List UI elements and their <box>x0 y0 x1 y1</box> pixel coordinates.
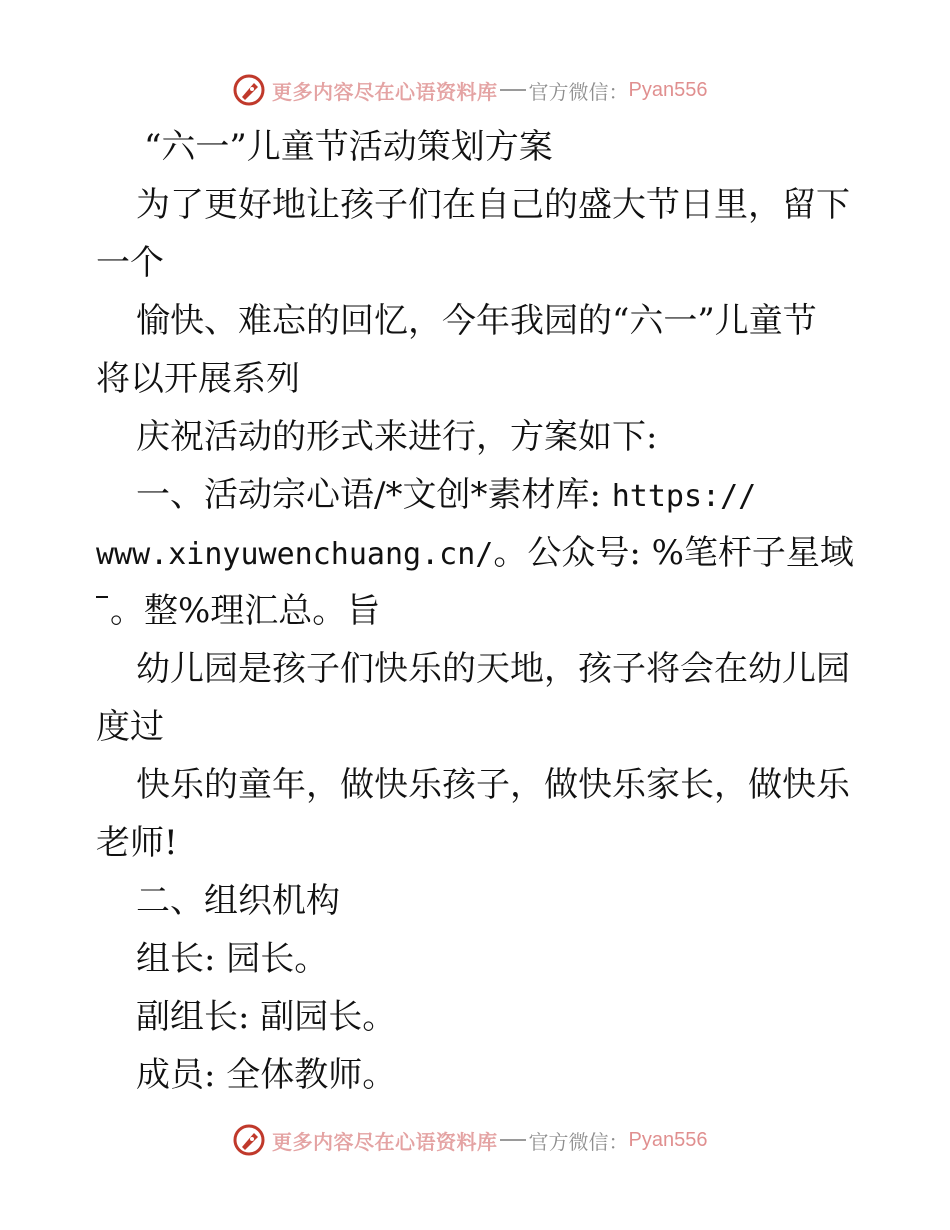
paragraph-line: 幼儿园是孩子们快乐的天地，孩子将会在幼儿园 <box>136 649 850 689</box>
section-heading-2: 二、组织机构 <box>136 881 340 921</box>
pen-nib-logo-icon <box>232 1123 266 1157</box>
members-line: 成员: 全体教师。 <box>136 1055 397 1095</box>
paragraph-line <box>96 582 856 640</box>
document-body <box>96 118 856 1104</box>
watermark-dash <box>500 1139 526 1141</box>
paragraph-line: 一个 <box>96 243 164 283</box>
stray-mark <box>96 596 108 598</box>
paragraph-line: 愉快、难忘的回忆，今年我园的“六一”儿童节 <box>136 301 817 341</box>
paragraph-line <box>96 524 856 582</box>
url-fragment: https:// <box>611 479 757 514</box>
url-fragment: www.xinyuwenchuang.cn/ <box>96 537 494 572</box>
leader-line: 组长: 园长。 <box>136 939 329 979</box>
watermark-wechat-id: Pyan556 <box>628 1128 708 1151</box>
footer-watermark <box>232 1120 707 1160</box>
watermark-wechat-id: Pyan556 <box>628 78 708 101</box>
watermark-text: 更多内容尽在心语资料库 <box>272 1129 498 1154</box>
paragraph-text: 。整%理汇总。旨 <box>110 591 381 631</box>
vice-leader-line: 副组长: 副园长。 <box>136 997 397 1037</box>
watermark-dash <box>500 89 526 91</box>
paragraph-line: 庆祝活动的形式来进行，方案如下: <box>136 417 658 457</box>
paragraph-line: 度过 <box>96 707 164 747</box>
document-title: “六一”儿童节活动策划方案 <box>144 127 553 167</box>
paragraph-line: 为了更好地让孩子们在自己的盛大节日里，留下 <box>136 185 850 225</box>
paragraph-line: 老师! <box>96 823 178 863</box>
watermark-text: 更多内容尽在心语资料库 <box>272 79 498 104</box>
watermark-official-label: 官方微信： <box>528 79 629 104</box>
paragraph-line: 将以开展系列 <box>96 359 300 399</box>
section-heading-text: 一、活动宗心语/*文创*素材库: <box>136 475 612 515</box>
paragraph-text: 。公众号: %笔杆子星域 <box>493 533 854 573</box>
pen-nib-logo-icon <box>232 73 266 107</box>
watermark-official-label: 官方微信： <box>528 1129 629 1154</box>
section-heading-1 <box>96 466 856 524</box>
header-watermark <box>232 70 707 110</box>
paragraph-line: 快乐的童年，做快乐孩子，做快乐家长，做快乐 <box>136 765 850 805</box>
